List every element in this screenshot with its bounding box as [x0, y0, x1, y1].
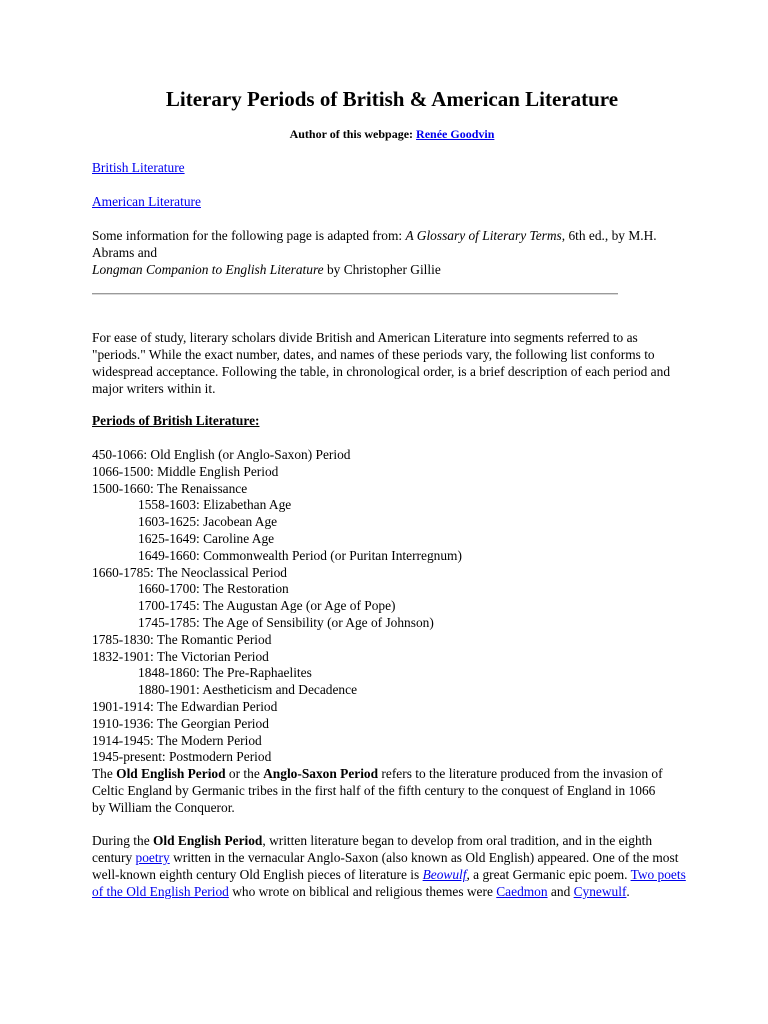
- period-item: 1914-1945: The Modern Period: [92, 732, 262, 748]
- horizontal-divider: [92, 293, 618, 295]
- period-item: 1901-1914: The Edwardian Period: [92, 698, 278, 714]
- period-item: 1832-1901: The Victorian Period: [92, 648, 269, 664]
- old-english-paragraph: [92, 765, 672, 816]
- old-english-text: or the: [225, 766, 264, 781]
- poetry-link[interactable]: poetry: [135, 850, 170, 865]
- author-line: [92, 126, 692, 143]
- sub-period-item: 1558-1603: Elizabethan Age: [138, 497, 292, 513]
- sub-period-item: 1603-1625: Jacobean Age: [138, 514, 278, 530]
- sources-paragraph: [92, 227, 672, 278]
- periods-heading-text: Periods of British Literature:: [92, 413, 260, 428]
- paragraph-text: and: [547, 884, 574, 899]
- period-item: 1945-present: Postmodern Period: [92, 749, 272, 765]
- period-item: 1660-1785: The Neoclassical Period: [92, 564, 287, 580]
- beowulf-link[interactable]: [423, 867, 467, 882]
- paragraph-text: , written literature began to develop from oral tradition, and in the eighth century: [92, 833, 653, 865]
- cynewulf-link[interactable]: Cynewulf: [573, 884, 627, 899]
- british-literature-link[interactable]: British Literature: [92, 160, 185, 175]
- intro-paragraph: For ease of study, literary scholars divide British and American Literature into segments referred to as "periods." While the exact number, dates, and names of these periods vary, the following list conforms to widespread acceptance. Following the table, in chronological order, is a brief description of each period and major writers within it.: [92, 330, 671, 396]
- beowulf-link-text: Beowulf: [422, 867, 467, 882]
- caedmon-link[interactable]: Caedmon: [496, 884, 548, 899]
- paragraph-text: During the: [92, 833, 153, 848]
- sources-intro: Some information for the following page is adapted from:: [92, 228, 406, 243]
- sub-period-item: 1745-1785: The Age of Sensibility (or Age of Johnson): [138, 614, 434, 630]
- source-book-1: A Glossary of Literary Terms: [405, 228, 562, 243]
- paragraph-text: , a great Germanic epic poem.: [466, 867, 631, 882]
- page-title: Literary Periods of British & American Literature: [165, 87, 619, 111]
- period-item: 1785-1830: The Romantic Period: [92, 631, 272, 647]
- old-english-text: refers to the literature produced from the invasion of Celtic England by Germanic tribes in the first half of the fifth century to the conquest of England in 1066 by William the Conqueror.: [92, 766, 663, 815]
- during-old-english-paragraph: [92, 832, 692, 900]
- sub-period-item: 1649-1660: Commonwealth Period (or Puritan Interregnum): [138, 547, 462, 563]
- source-book-2-rest: by Christopher Gillie: [323, 262, 441, 277]
- american-literature-link-line: [92, 193, 692, 210]
- author-name-link[interactable]: Renée Goodvin: [416, 127, 495, 141]
- old-english-text: The: [92, 766, 117, 781]
- sub-period-item: 1660-1700: The Restoration: [138, 581, 289, 597]
- sub-period-item: 1880-1901: Aestheticism and Decadence: [138, 682, 358, 698]
- source-book-1-rest: , 6th ed., by M.H. Abrams and: [92, 228, 657, 260]
- paragraph-text: .: [626, 884, 630, 899]
- period-item: 1066-1500: Middle English Period: [92, 463, 279, 479]
- period-item: 1500-1660: The Renaissance: [92, 480, 248, 496]
- paragraph-text: who wrote on biblical and religious themes were: [228, 884, 497, 899]
- american-literature-link[interactable]: American Literature: [92, 194, 201, 209]
- periods-list: [92, 446, 692, 765]
- sub-period-item: 1700-1745: The Augustan Age (or Age of Pope): [138, 598, 396, 614]
- source-book-2: Longman Companion to English Literature: [92, 262, 324, 277]
- sub-period-item: 1625-1649: Caroline Age: [138, 530, 275, 546]
- paragraph-text: written in the vernacular Anglo-Saxon (also known as Old English) appeared. One of the most well-known eighth century Old English pieces of literature is: [92, 850, 679, 882]
- old-english-period-term: Old English Period: [116, 766, 226, 781]
- old-english-period-term: Old English Period: [153, 833, 263, 848]
- two-poets-link[interactable]: Two poets of the Old English Period: [92, 867, 686, 899]
- period-item: 1910-1936: The Georgian Period: [92, 715, 269, 731]
- author-label: Author of this webpage:: [289, 127, 414, 141]
- period-item: 450-1066: Old English (or Anglo-Saxon) Period: [92, 447, 351, 462]
- anglo-saxon-period-term: Anglo-Saxon Period: [263, 766, 379, 781]
- sub-period-item: 1848-1860: The Pre-Raphaelites: [138, 665, 312, 681]
- periods-heading: [92, 412, 692, 429]
- british-literature-link-line: [92, 159, 692, 176]
